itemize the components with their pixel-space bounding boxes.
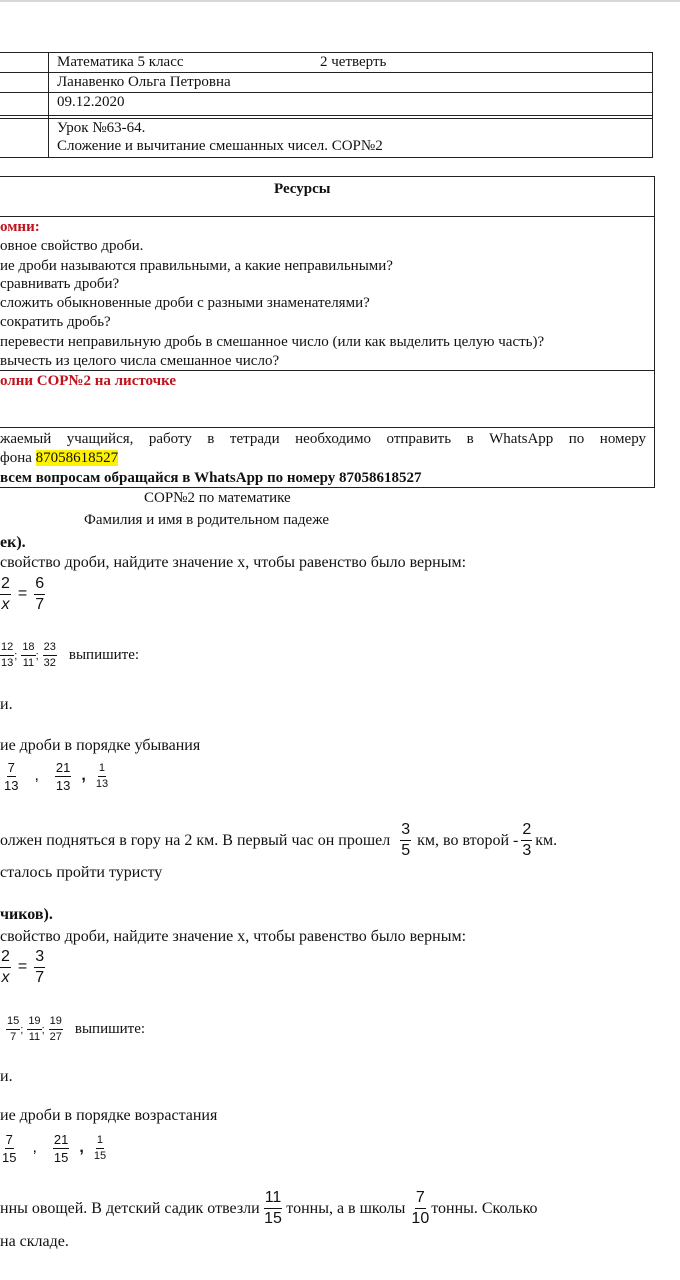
- phone-number: 87058618527: [35, 450, 119, 466]
- variant2-heading: чиков).: [0, 906, 53, 923]
- fraction: $\frac{2}{3}$: [522, 821, 532, 859]
- fraction: $\frac{7}{13}$: [4, 760, 19, 793]
- fraction: $\frac{6}{7}$: [35, 575, 45, 613]
- fraction: $\frac{12}{13}$: [1, 641, 14, 669]
- variant1-fraction-list: $\frac{12}{13}$ ; $\frac{18}{11}$ ; $\frac{23}{32}$ выпишите:: [1, 641, 140, 669]
- resource-item: овное свойство дроби.: [0, 238, 144, 254]
- page-top-border: [0, 0, 680, 2]
- variant1-task3: ие дроби в порядке убывания: [0, 737, 201, 754]
- fraction: $\frac{15}{7}$: [7, 1015, 20, 1043]
- fraction: $\frac{3}{5}$: [401, 821, 411, 859]
- resource-item: сократить дробь?: [0, 314, 111, 330]
- fraction: $\frac{1}{13}$: [95, 762, 109, 790]
- quarter-text: 2 четверть: [320, 54, 387, 70]
- fraction: $\frac{2}{x}$: [1, 948, 10, 986]
- variant2-task3: ие дроби в порядке возрастания: [0, 1107, 218, 1124]
- questions-line: всем вопросам обращайся в WhatsApp по номеру 87058618527: [0, 470, 422, 486]
- fraction: $\frac{19}{27}$: [49, 1015, 62, 1043]
- fraction: $\frac{21}{13}$: [55, 760, 71, 793]
- lesson-number: Урок №63-64.: [57, 120, 146, 136]
- notice-prefix: фона: [0, 450, 32, 466]
- sor-title: СОР№2 по математике: [144, 490, 291, 506]
- variant1-short-line: и.: [0, 696, 13, 713]
- fraction: $\frac{11}{15}$: [264, 1189, 282, 1227]
- fraction: $\frac{23}{32}$: [43, 641, 56, 669]
- task-heading: олни СОР№2 на листочке: [0, 373, 177, 389]
- teacher-name: Ланавенко Ольга Петровна: [57, 74, 231, 90]
- notice-text-line2: [0, 450, 118, 467]
- variant2-equation: $\frac{2}{x}$ = $\frac{3}{7}$: [1, 948, 45, 986]
- fraction: $\frac{7}{15}$: [2, 1132, 17, 1165]
- remember-heading: омни:: [0, 219, 40, 235]
- fraction: $\frac{3}{7}$: [35, 948, 45, 986]
- fraction: $\frac{21}{15}$: [53, 1132, 69, 1165]
- lesson-date: 09.12.2020: [57, 94, 125, 110]
- variant2-order-fractions: $\frac{7}{15}$ , $\frac{21}{15}$ , $\frac{1}{15}$: [2, 1132, 107, 1165]
- variant2-fraction-list: $\frac{15}{7}$ ; $\frac{19}{11}$ ; $\frac{19}{27}$ выпишите:: [7, 1015, 146, 1043]
- variant2-task4: нны овощей. В детский садик отвезли $\frac{11}{15}$ тонны, а в школы $\frac{7}{10}$ тонны. Сколько: [0, 1189, 538, 1227]
- resource-item: сравнивать дроби?: [0, 276, 120, 292]
- variant2-task1: свойство дроби, найдите значение x, чтобы равенство было верным:: [0, 928, 467, 945]
- fraction: $\frac{18}{11}$: [22, 641, 35, 669]
- fraction: $\frac{19}{11}$: [28, 1015, 41, 1043]
- variant1-heading: ек).: [0, 534, 26, 551]
- resource-item: сложить обыкновенные дроби с разными знаменателями?: [0, 295, 370, 311]
- resource-item: вычесть из целого числа смешанное число?: [0, 353, 280, 369]
- notice-text: жаемый учащийся, работу в тетради необходимо отправить в WhatsApp по номеру: [0, 431, 646, 447]
- variant1-order-fractions: $\frac{7}{13}$ , $\frac{21}{13}$ , $\frac{1}{13}$: [4, 760, 109, 793]
- variant2-short-line: и.: [0, 1068, 13, 1085]
- variant1-task1: свойство дроби, найдите значение x, чтобы равенство было верным:: [0, 554, 467, 571]
- resources-title: Ресурсы: [274, 181, 331, 197]
- variant1-equation: $\frac{2}{x}$ = $\frac{6}{7}$: [1, 575, 45, 613]
- variant1-task4-line2: сталось пройти туристу: [0, 864, 163, 881]
- subject-text: Математика 5 класс: [57, 54, 184, 70]
- variant1-task4: олжен подняться в гору на 2 км. В первый час он прошел $\frac{3}{5}$ км, во второй - $\frac{2}{3}$ км.: [0, 821, 558, 859]
- variant2-task4-line2: на складе.: [0, 1233, 69, 1250]
- fraction: $\frac{1}{15}$: [93, 1134, 107, 1162]
- student-name-line: Фамилия и имя в родительном падеже: [84, 512, 330, 528]
- resource-item: ие дроби называются правильными, а какие неправильными?: [0, 258, 393, 274]
- fraction: $\frac{2}{x}$: [1, 575, 10, 613]
- fraction: $\frac{7}{10}$: [411, 1189, 430, 1227]
- resource-item: перевести неправильную дробь в смешанное число (или как выделить целую часть)?: [0, 334, 545, 350]
- lesson-topic: Сложение и вычитание смешанных чисел. СОР№2: [57, 138, 383, 154]
